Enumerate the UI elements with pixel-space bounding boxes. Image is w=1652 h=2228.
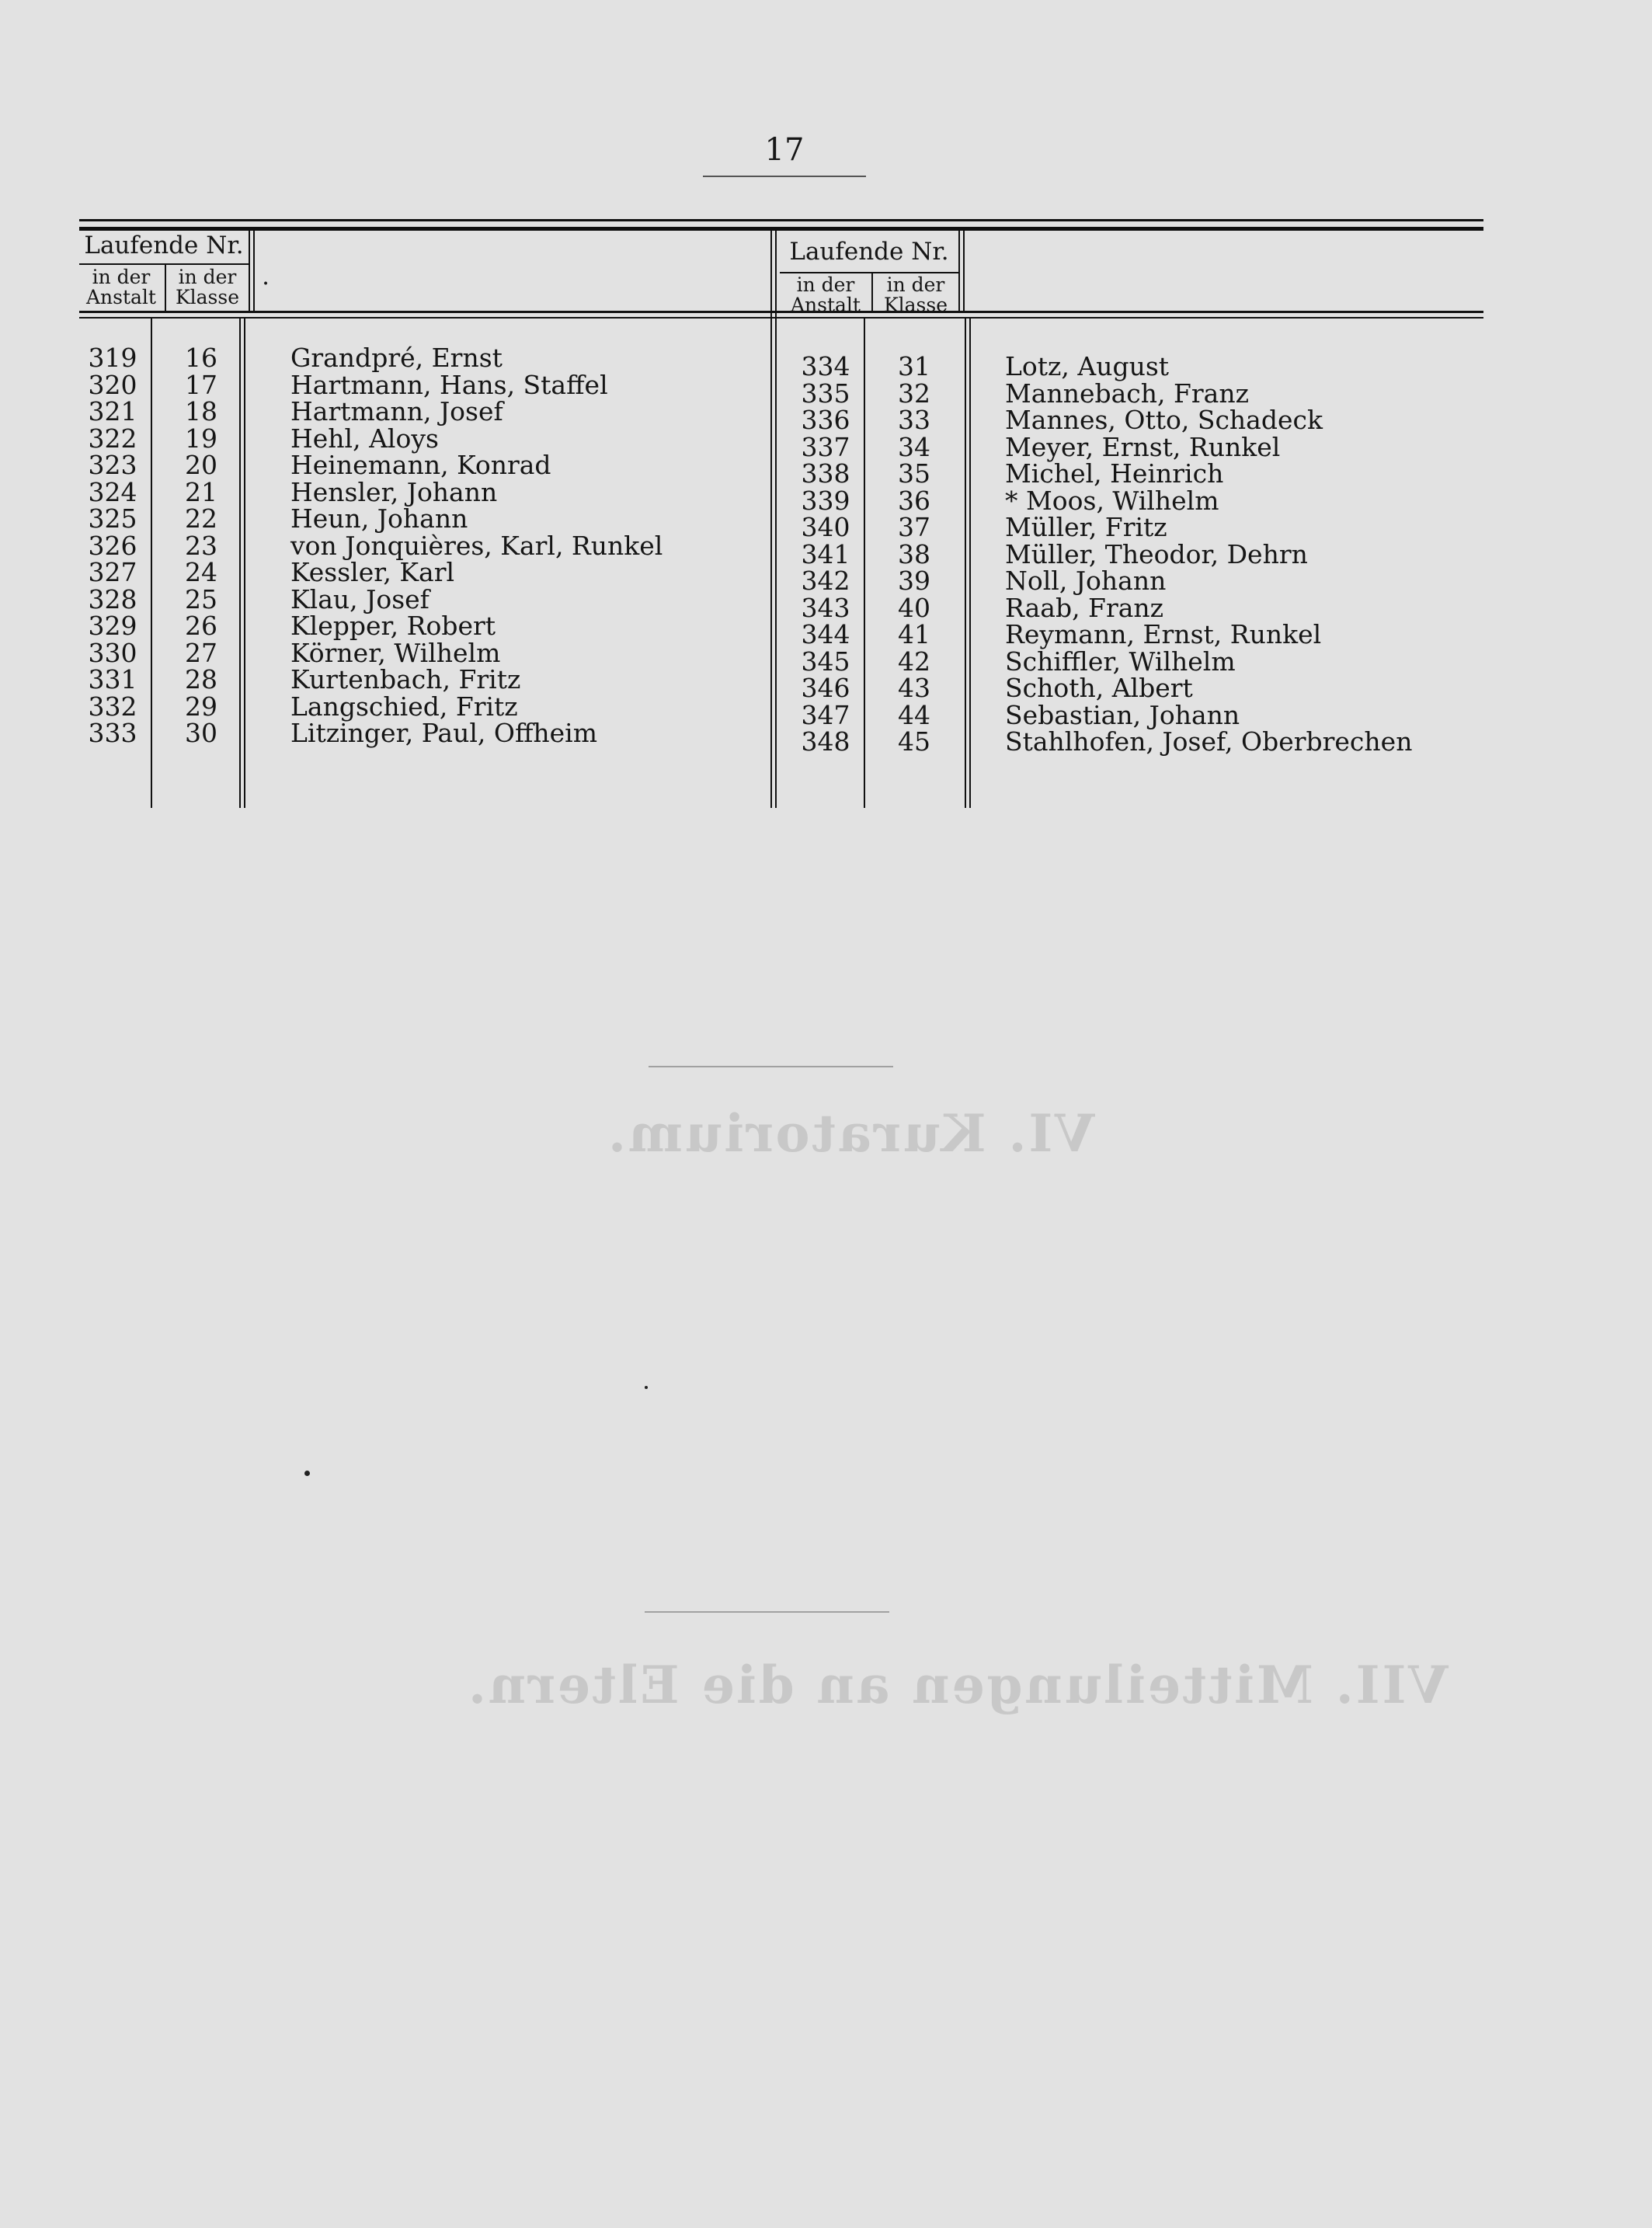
- student-name: Reymann, Ernst, Runkel: [1005, 619, 1322, 649]
- anstalt-number: 330: [88, 637, 137, 668]
- page-number-underline: [703, 176, 866, 177]
- student-name: Langschied, Fritz: [290, 691, 518, 722]
- klasse-number: 42: [898, 646, 930, 677]
- anstalt-number: 338: [801, 458, 850, 489]
- table-row: [79, 726, 1483, 757]
- klasse-number: 35: [898, 458, 930, 489]
- table-row: [79, 431, 1483, 462]
- student-name: Hartmann, Josef: [290, 396, 503, 426]
- anstalt-number: 332: [88, 691, 137, 722]
- student-name: Noll, Johann: [1005, 566, 1167, 596]
- header-anstalt-right: in der Anstalt: [791, 273, 861, 317]
- student-name: Mannebach, Franz: [1005, 378, 1249, 409]
- anstalt-number: 333: [88, 718, 137, 748]
- header-laufende-nr-left: Laufende Nr.: [84, 232, 244, 259]
- student-name: Schoth, Albert: [1005, 673, 1193, 703]
- anstalt-number: 346: [801, 673, 850, 703]
- table-row: [79, 592, 1483, 623]
- klasse-number: 30: [185, 718, 217, 748]
- anstalt-number: 328: [88, 583, 137, 614]
- anstalt-number: 343: [801, 592, 850, 623]
- header-anstalt-left: in der Anstalt: [86, 266, 156, 309]
- klasse-number: 40: [898, 592, 930, 623]
- klasse-number: 41: [898, 619, 930, 649]
- anstalt-number: 342: [801, 566, 850, 596]
- anstalt-number: 322: [88, 423, 137, 454]
- page-number: 17: [764, 132, 805, 168]
- anstalt-number: 347: [801, 699, 850, 730]
- vrule-left-klasse: [249, 231, 250, 311]
- bleed-rule-1: [649, 1066, 893, 1067]
- klasse-number: 25: [185, 583, 217, 614]
- student-name: von Jonquières, Karl, Runkel: [290, 530, 663, 561]
- vrule-right-klasse-b: [963, 231, 965, 311]
- anstalt-number: 337: [801, 431, 850, 462]
- student-name: Mannes, Otto, Schadeck: [1005, 405, 1323, 435]
- student-name: Hehl, Aloys: [290, 423, 439, 454]
- student-name: Kessler, Karl: [290, 557, 455, 587]
- anstalt-number: 326: [88, 530, 137, 561]
- student-name: Meyer, Ernst, Runkel: [1005, 431, 1281, 462]
- table-row: [79, 512, 1483, 542]
- klasse-number: 43: [898, 673, 930, 703]
- bleed-rule-2: [645, 1611, 889, 1613]
- anstalt-number: 320: [88, 369, 137, 400]
- student-name: Klepper, Robert: [290, 611, 496, 641]
- table-row: [79, 699, 1483, 730]
- header-laufende-nr-right: Laufende Nr.: [789, 238, 949, 266]
- klasse-number: 20: [185, 450, 217, 480]
- table-row: [79, 405, 1483, 435]
- student-name: Stahlhofen, Josef, Oberbrechen: [1005, 726, 1413, 757]
- student-name: Heinemann, Konrad: [290, 450, 551, 480]
- anstalt-number: 325: [88, 503, 137, 534]
- student-name: Raab, Franz: [1005, 592, 1164, 623]
- table-row: [79, 378, 1483, 409]
- header-klasse-right: in der Klasse: [883, 273, 948, 317]
- klasse-number: 21: [185, 476, 217, 507]
- student-name: Grandpré, Ernst: [290, 343, 503, 373]
- anstalt-number: 344: [801, 619, 850, 649]
- student-name: Schiffler, Wilhelm: [1005, 646, 1236, 677]
- header-bottom-rule-2: [79, 317, 1483, 319]
- student-name: Heun, Johann: [290, 503, 468, 534]
- klasse-number: 37: [898, 512, 930, 542]
- klasse-number: 26: [185, 611, 217, 641]
- table-row: [79, 566, 1483, 596]
- anstalt-number: 335: [801, 378, 850, 409]
- header-dot: .: [262, 263, 270, 291]
- anstalt-number: 323: [88, 450, 137, 480]
- klasse-number: 39: [898, 566, 930, 596]
- anstalt-number: 334: [801, 351, 850, 381]
- anstalt-number: 341: [801, 538, 850, 569]
- klasse-number: 36: [898, 485, 930, 516]
- table-top-rule-2: [79, 227, 1483, 231]
- student-name: Müller, Theodor, Dehrn: [1005, 538, 1308, 569]
- bleed-heading-vi: VI. Kuratorium.: [606, 1103, 1095, 1164]
- klasse-number: 27: [185, 637, 217, 668]
- table-row: [79, 351, 1483, 381]
- klasse-number: 29: [185, 691, 217, 722]
- anstalt-number: 327: [88, 557, 137, 587]
- vrule-left-klasse-b: [253, 231, 255, 311]
- bleed-heading-vii: VII. Mitteilungen an die Eltern.: [466, 1655, 1449, 1715]
- table-top-rule: [79, 219, 1483, 221]
- student-name: Kurtenbach, Fritz: [290, 664, 521, 695]
- table-row: [79, 619, 1483, 649]
- anstalt-number: 339: [801, 485, 850, 516]
- klasse-number: 16: [185, 343, 217, 373]
- vrule-right-klasse: [958, 231, 960, 311]
- student-name: Litzinger, Paul, Offheim: [290, 718, 598, 748]
- student-name: Lotz, August: [1005, 351, 1170, 381]
- anstalt-number: 321: [88, 396, 137, 426]
- table-row: [79, 458, 1483, 489]
- table-row: [79, 673, 1483, 703]
- header-klasse-left: in der Klasse: [175, 266, 240, 309]
- student-name: Körner, Wilhelm: [290, 637, 501, 668]
- klasse-number: 38: [898, 538, 930, 569]
- table-row: [79, 485, 1483, 516]
- anstalt-number: 319: [88, 343, 137, 373]
- student-name: Klau, Josef: [290, 583, 430, 614]
- klasse-number: 34: [898, 431, 930, 462]
- student-name: Michel, Heinrich: [1005, 458, 1224, 489]
- klasse-number: 18: [185, 396, 217, 426]
- klasse-number: 19: [185, 423, 217, 454]
- klasse-number: 28: [185, 664, 217, 695]
- anstalt-number: 340: [801, 512, 850, 542]
- speck: [645, 1386, 648, 1389]
- klasse-number: 32: [898, 378, 930, 409]
- klasse-number: 31: [898, 351, 930, 381]
- klasse-number: 44: [898, 699, 930, 730]
- table-row: [79, 538, 1483, 569]
- klasse-number: 33: [898, 405, 930, 435]
- student-table: [79, 219, 1483, 813]
- speck: [304, 1471, 310, 1476]
- klasse-number: 17: [185, 369, 217, 400]
- anstalt-number: 348: [801, 726, 850, 757]
- student-name: * Moos, Wilhelm: [1005, 485, 1219, 516]
- klasse-number: 24: [185, 557, 217, 587]
- klasse-number: 22: [185, 503, 217, 534]
- anstalt-number: 324: [88, 476, 137, 507]
- anstalt-number: 331: [88, 664, 137, 695]
- anstalt-number: 329: [88, 611, 137, 641]
- table-row: [79, 646, 1483, 677]
- student-name: Hensler, Johann: [290, 476, 498, 507]
- klasse-number: 23: [185, 530, 217, 561]
- anstalt-number: 345: [801, 646, 850, 677]
- anstalt-number: 336: [801, 405, 850, 435]
- student-name: Hartmann, Hans, Staffel: [290, 369, 608, 400]
- student-name: Müller, Fritz: [1005, 512, 1167, 542]
- klasse-number: 45: [898, 726, 930, 757]
- student-name: Sebastian, Johann: [1005, 699, 1240, 730]
